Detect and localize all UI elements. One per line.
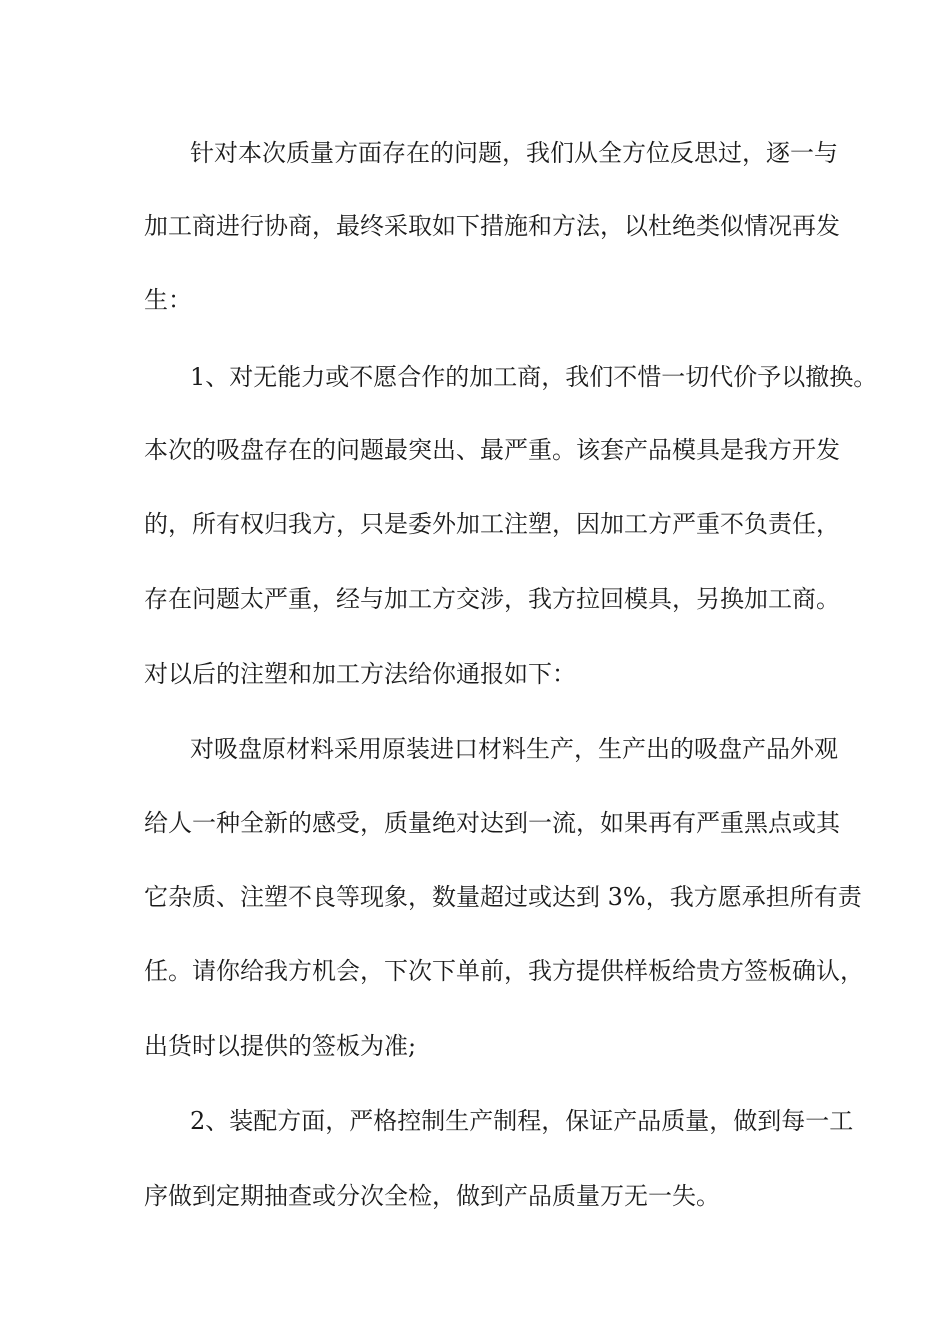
paragraph-2-line-2: 本次的吸盘存在的问题最突出、最严重。该套产品模具是我方开发: [144, 436, 840, 464]
paragraph-3-line-2: 给人一种全新的感受，质量绝对达到一流，如果再有严重黑点或其: [144, 809, 840, 837]
paragraph-2-line-3: 的，所有权归我方，只是委外加工注塑，因加工方严重不负责任，: [144, 510, 840, 538]
paragraph-1-line-2: 加工商进行协商，最终采取如下措施和方法，以杜绝类似情况再发: [144, 212, 840, 240]
paragraph-2-line-5: 对以后的注塑和加工方法给你通报如下：: [144, 660, 576, 688]
paragraph-4-line-1: 2、装配方面，严格控制生产制程，保证产品质量，做到每一工: [190, 1107, 854, 1135]
paragraph-1-line-3: 生：: [144, 286, 192, 314]
paragraph-3-line-1: 对吸盘原材料采用原装进口材料生产，生产出的吸盘产品外观: [190, 735, 838, 763]
paragraph-2-line-1: 1、对无能力或不愿合作的加工商，我们不惜一切代价予以撤换。: [190, 363, 878, 391]
paragraph-4-line-2: 序做到定期抽查或分次全检，做到产品质量万无一失。: [144, 1182, 720, 1210]
paragraph-3-line-5: 出货时以提供的签板为准;: [144, 1032, 417, 1060]
paragraph-3-line-4: 任。请你给我方机会，下次下单前，我方提供样板给贵方签板确认，: [144, 957, 864, 985]
paragraph-3-line-3: 它杂质、注塑不良等现象，数量超过或达到 3%，我方愿承担所有责: [144, 883, 862, 911]
paragraph-1-line-1: 针对本次质量方面存在的问题，我们从全方位反思过，逐一与: [190, 139, 838, 167]
paragraph-2-line-4: 存在问题太严重，经与加工方交涉，我方拉回模具，另换加工商。: [144, 585, 840, 613]
